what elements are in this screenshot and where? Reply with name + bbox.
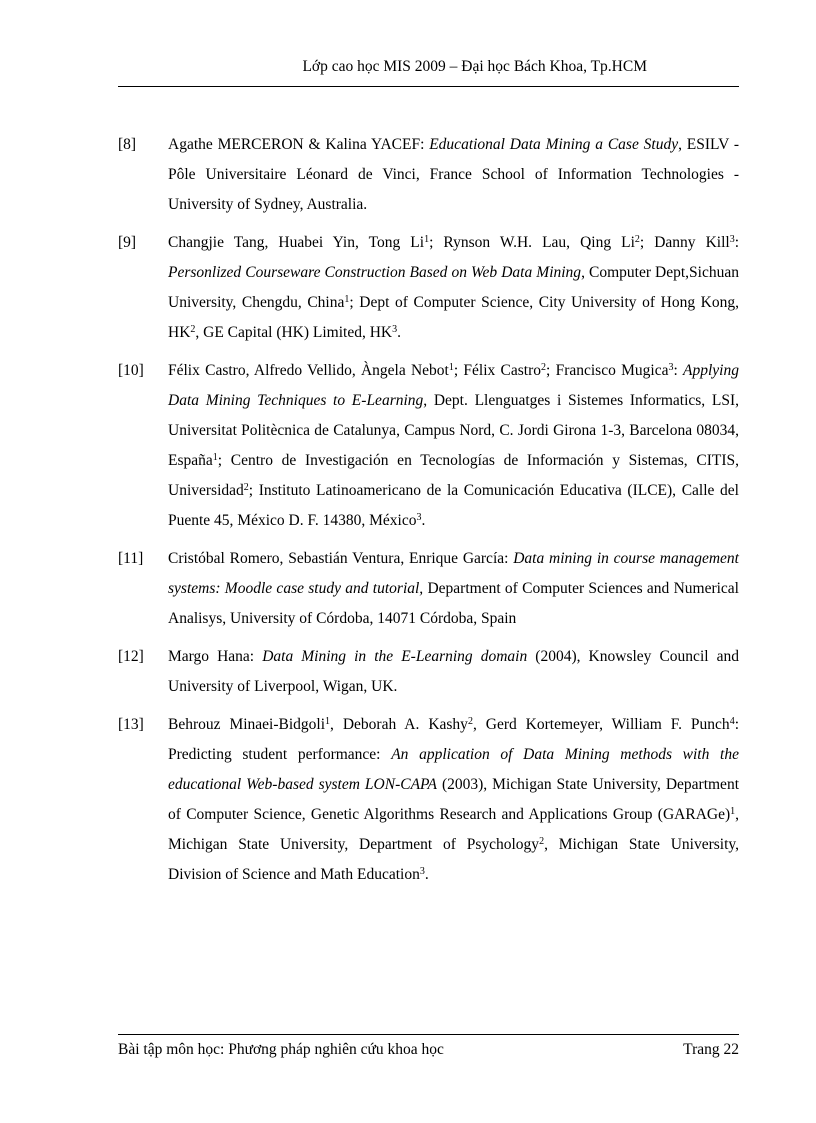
reference-title: Data mining in course management systems: Moodle case study and tutorial, <box>168 550 739 597</box>
reference-segment: ; Centro de Investigación en Tecnologías de Información y Sistemas, CITIS, Universidad <box>168 452 739 499</box>
reference-segment: Cristóbal Romero, Sebastián Ventura, Enrique García: <box>168 550 514 567</box>
reference-segment: (2004), Knowsley Council and University of Liverpool, Wigan, UK. <box>168 648 739 695</box>
reference-segment: . <box>421 512 426 529</box>
affiliation-marker: 2 <box>243 482 249 493</box>
affiliation-marker: 2 <box>634 234 640 245</box>
affiliation-marker: 1 <box>448 362 454 373</box>
reference-segment: Behrouz Minaei-Bidgoli <box>168 716 326 733</box>
reference-item <box>118 356 739 536</box>
reference-segment: : Predicting student performance: <box>168 716 739 763</box>
reference-number: [12] <box>118 648 144 665</box>
reference-number: [11] <box>118 550 144 567</box>
reference-number: [8] <box>118 136 137 153</box>
page-footer <box>118 1034 739 1058</box>
affiliation-marker: 2 <box>539 836 545 847</box>
reference-item <box>118 544 739 634</box>
affiliation-marker: 2 <box>467 716 473 727</box>
reference-title: Personlized Courseware Construction Based on Web Data Mining <box>168 264 582 281</box>
reference-number: [13] <box>118 716 144 733</box>
reference-list <box>118 130 739 898</box>
reference-title: Applying Data Mining Techniques to E-Learning <box>168 362 739 409</box>
reference-segment: , Gerd Kortemeyer, William F. Punch <box>472 716 730 733</box>
reference-segment: Félix Castro, Alfredo Vellido, Àngela Nebot <box>168 362 449 379</box>
affiliation-marker: 4 <box>729 716 735 727</box>
affiliation-marker: 1 <box>344 294 350 305</box>
reference-item <box>118 710 739 890</box>
reference-text <box>168 544 739 634</box>
affiliation-marker: 3 <box>419 866 425 877</box>
affiliation-marker: 3 <box>729 234 735 245</box>
affiliation-marker: 1 <box>212 452 218 463</box>
reference-segment: : <box>673 362 684 379</box>
reference-segment: , Michigan State University, Division of Science and Math Education <box>168 836 739 883</box>
reference-title: Educational Data Mining a Case Study <box>429 136 679 153</box>
reference-text <box>168 710 739 890</box>
affiliation-marker: 1 <box>424 234 430 245</box>
reference-segment: . <box>397 324 401 341</box>
reference-segment: , Michigan State University, Department of Psychology <box>168 806 739 853</box>
reference-title: An application of Data Mining methods with the educational Web-based system LON-CAPA <box>168 746 739 793</box>
reference-segment: Agathe MERCERON & Kalina YACEF: <box>168 136 430 153</box>
reference-segment: ; Danny Kill <box>639 234 730 251</box>
reference-segment: , GE Capital (HK) Limited, HK <box>195 324 393 341</box>
reference-item <box>118 228 739 348</box>
footer-course-title: Bài tập môn học: Phương pháp nghiên cứu khoa học <box>118 1041 444 1058</box>
reference-segment: Margo Hana: <box>168 648 263 665</box>
reference-segment: Changjie Tang, Huabei Yin, Tong Li <box>168 234 425 251</box>
reference-item <box>118 130 739 220</box>
affiliation-marker: 3 <box>392 324 398 335</box>
reference-segment: , Dept. Llenguatges i Sistemes Informatics, LSI, Universitat Politècnica de Catalunya, Campus Nord, C. Jordi Girona 1-3, Barcelona 08034, España <box>168 392 739 469</box>
affiliation-marker: 1 <box>325 716 331 727</box>
footer-page-number: Trang 22 <box>683 1041 739 1058</box>
reference-segment: ; Dept of Computer Science, City University of Hong Kong, HK <box>168 294 739 341</box>
reference-text <box>168 130 739 220</box>
reference-segment: ; Rynson W.H. Lau, Qing Li <box>429 234 635 251</box>
affiliation-marker: 2 <box>190 324 196 335</box>
reference-segment: ; Instituto Latinoamericano de la Comunicación Educativa (ILCE), Calle del Puente 45, México D. F. 14380, México <box>168 482 739 529</box>
reference-segment: : <box>734 234 740 251</box>
reference-number: [10] <box>118 362 144 379</box>
reference-segment: ; Félix Castro <box>453 362 542 379</box>
reference-segment: . <box>424 866 429 883</box>
affiliation-marker: 3 <box>668 362 674 373</box>
reference-title: Data Mining in the E-Learning domain <box>262 648 528 665</box>
reference-segment: Department of Computer Sciences and Numerical Analisys, University of Córdoba, 14071 Córdoba, Spain <box>168 580 739 627</box>
reference-text <box>168 642 739 702</box>
reference-segment: ; Francisco Mugica <box>546 362 669 379</box>
reference-text <box>168 356 739 536</box>
reference-number: [9] <box>118 234 137 251</box>
reference-segment: (2003), Michigan State University, Department of Computer Science, Genetic Algorithms Research and Applications Group (GARAGe) <box>168 776 739 823</box>
page-header <box>118 54 739 87</box>
reference-segment: , Deborah A. Kashy <box>330 716 468 733</box>
header-title: Lớp cao học MIS 2009 – Đại học Bách Khoa, Tp.HCM <box>302 58 647 75</box>
affiliation-marker: 3 <box>416 512 422 523</box>
reference-segment: , Computer Dept,Sichuan University, Chengdu, China <box>168 264 739 311</box>
reference-text <box>168 228 739 348</box>
affiliation-marker: 2 <box>541 362 547 373</box>
affiliation-marker: 1 <box>730 806 736 817</box>
reference-segment: , ESILV - Pôle Universitaire Léonard de Vinci, France School of Information Technologies - University of Sydney, Australia. <box>168 136 739 213</box>
reference-item <box>118 642 739 702</box>
